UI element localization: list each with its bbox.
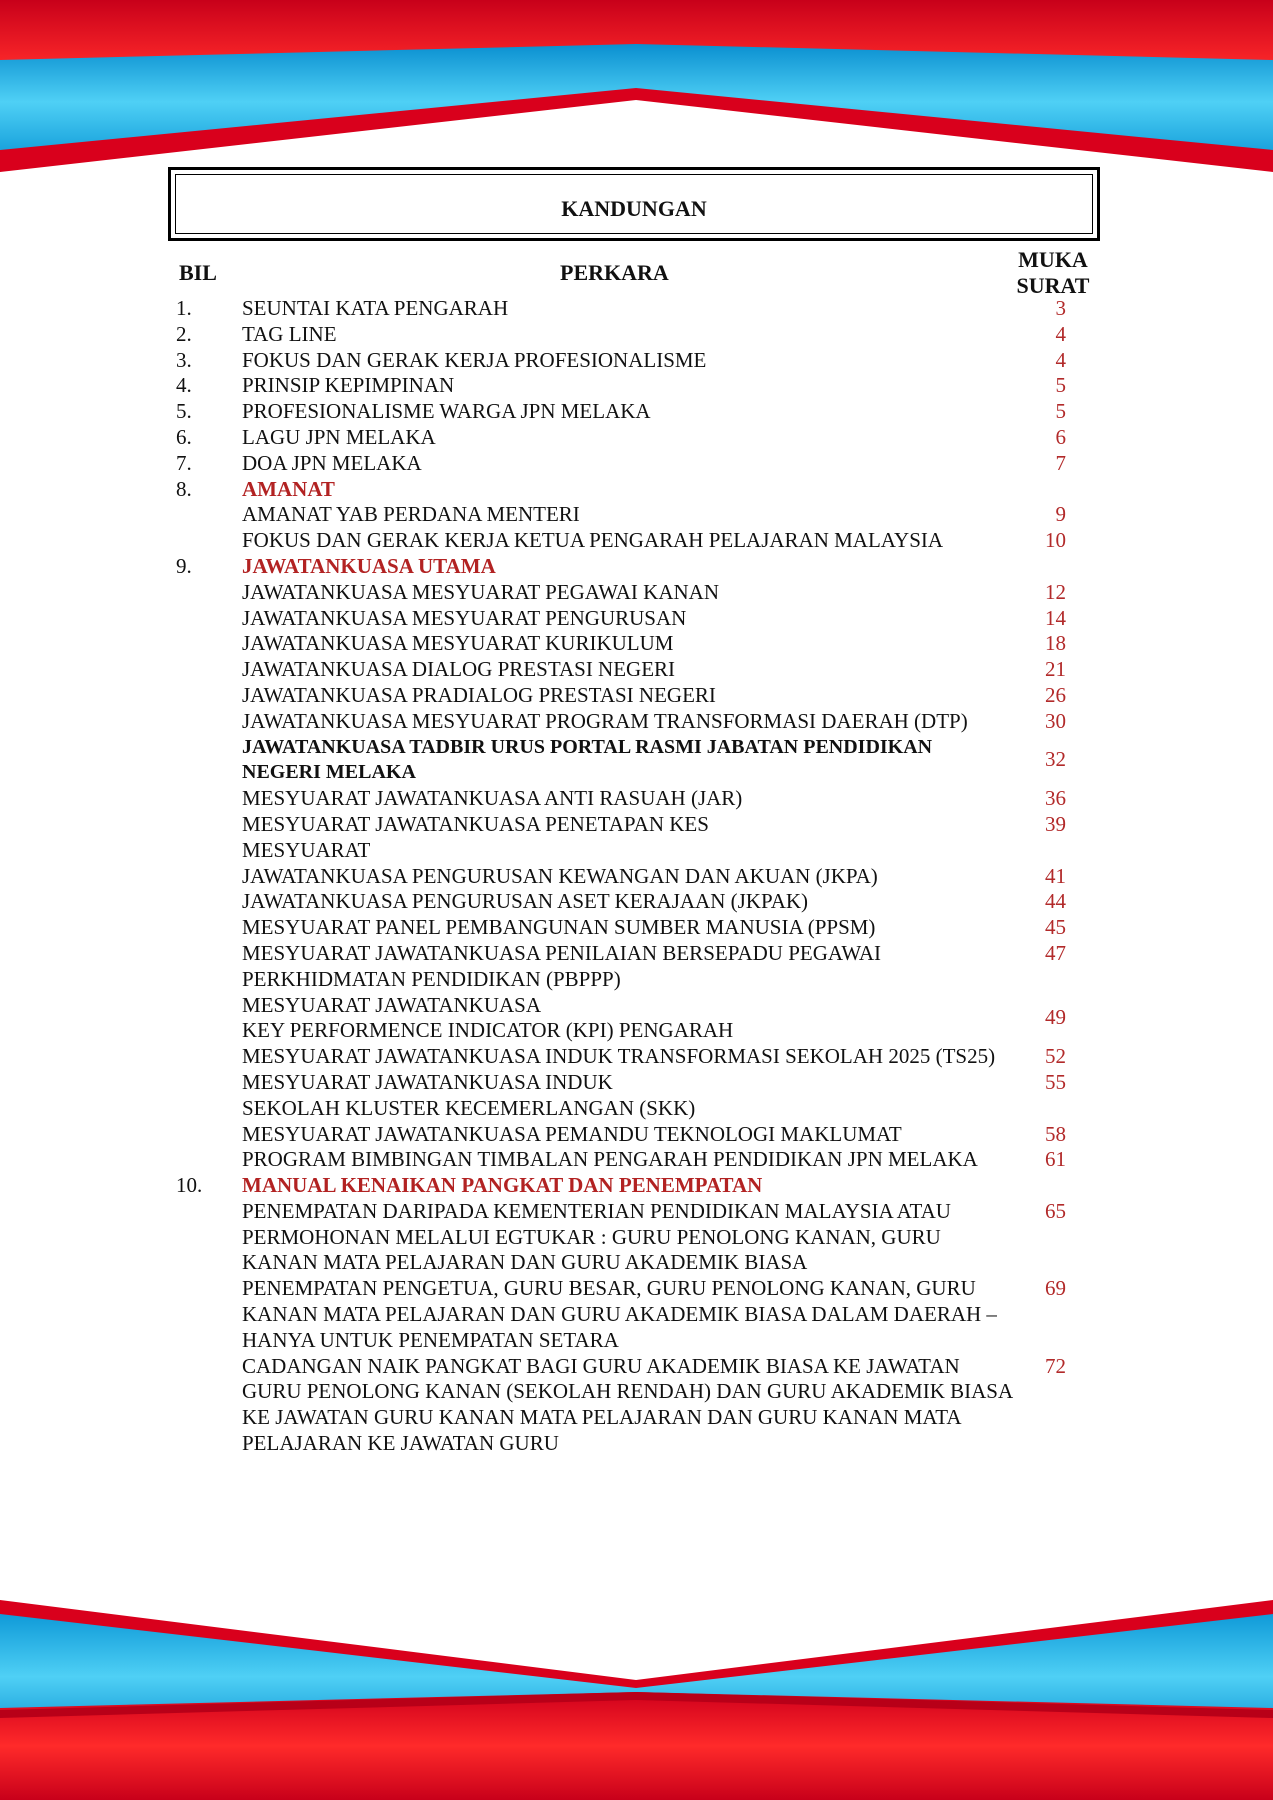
toc-title: JAWATANKUASA MESYUARAT PROGRAM TRANSFORMASI DAERAH (DTP): [242, 708, 968, 733]
toc-row: [176, 864, 1096, 890]
toc-page-number: 26: [1045, 682, 1066, 707]
toc-page-number: 5: [1055, 399, 1066, 424]
toc-title: MESYUARAT JAWATANKUASA INDUK SEKOLAH KLUSTER KECEMERLANGAN (SKK): [242, 1069, 696, 1120]
toc-row: [176, 1044, 1096, 1070]
toc-title: TAG LINE: [242, 321, 337, 346]
toc-page-number: 7: [1055, 450, 1066, 475]
toc-title: PRINSIP KEPIMPINAN: [242, 373, 455, 398]
toc-row: [176, 1354, 1096, 1457]
toc-title: PROFESIONALISME WARGA JPN MELAKA: [242, 399, 651, 424]
toc-row: [176, 451, 1096, 477]
toc-number: 7.: [176, 450, 192, 475]
toc-page-number: 36: [1045, 786, 1066, 811]
toc-section-row: [176, 554, 1096, 580]
toc-page-number: 69: [1045, 1276, 1066, 1301]
toc-page-number: 58: [1045, 1121, 1066, 1146]
toc-page-number: 6: [1055, 424, 1066, 449]
toc-page-number: 72: [1045, 1353, 1066, 1378]
toc-row: [176, 735, 1096, 787]
toc-row: [176, 941, 1096, 993]
toc-page-number: 55: [1045, 1069, 1066, 1094]
toc-title: MESYUARAT JAWATANKUASA KEY PERFORMENCE INDICATOR (KPI) PENGARAH: [242, 992, 734, 1043]
table-of-contents: [176, 296, 1096, 1457]
toc-title: MESYUARAT PANEL PEMBANGUNAN SUMBER MANUSIA (PPSM): [242, 915, 876, 940]
toc-row: [176, 528, 1096, 554]
toc-row: [176, 631, 1096, 657]
toc-page-number: 32: [1045, 746, 1066, 771]
toc-title: JAWATANKUASA TADBIR URUS PORTAL RASMI JABATAN PENDIDIKAN NEGERI MELAKA: [242, 735, 933, 784]
toc-page-number: 61: [1045, 1147, 1066, 1172]
toc-section-title: JAWATANKUASA UTAMA: [242, 553, 496, 578]
toc-row: [176, 373, 1096, 399]
toc-title: SEUNTAI KATA PENGARAH: [242, 296, 509, 320]
toc-title: CADANGAN NAIK PANGKAT BAGI GURU AKADEMIK BIASA KE JAWATAN GURU PENOLONG KANAN (SEKOLAH RENDAH) DAN GURU AKADEMIK BIASA KE JAWATAN GURU KANAN MATA PELAJARAN DAN GURU KANAN MATA PELAJARAN KE JAWATAN GURU: [242, 1353, 1012, 1456]
toc-row: [176, 786, 1096, 812]
toc-page-number: 10: [1045, 528, 1066, 553]
toc-title: FOKUS DAN GERAK KERJA PROFESIONALISME: [242, 347, 707, 372]
header-surat: SURAT: [1016, 273, 1090, 298]
toc-page-number: 47: [1045, 940, 1066, 965]
page-title: KANDUNGAN: [561, 196, 707, 221]
toc-section-row: [176, 477, 1096, 503]
toc-row: [176, 1122, 1096, 1148]
top-decorative-band: [0, 0, 1273, 180]
title-box: [168, 167, 1100, 241]
toc-row: [176, 348, 1096, 374]
toc-row: [176, 709, 1096, 735]
toc-title: MESYUARAT JAWATANKUASA INDUK TRANSFORMASI SEKOLAH 2025 (TS25): [242, 1044, 996, 1069]
toc-number: 1.: [176, 296, 192, 320]
toc-page-number: 18: [1045, 631, 1066, 656]
toc-row: [176, 993, 1096, 1045]
toc-title: AMANAT YAB PERDANA MENTERI: [242, 502, 580, 527]
toc-title: PENEMPATAN PENGETUA, GURU BESAR, GURU PENOLONG KANAN, GURU KANAN MATA PELAJARAN DAN GURU AKADEMIK BIASA DALAM DAERAH – HANYA UNTUK PENEMPATAN SETARA: [242, 1276, 997, 1352]
header-bil: BIL: [179, 260, 217, 285]
toc-title: JAWATANKUASA PRADIALOG PRESTASI NEGERI: [242, 682, 716, 707]
toc-page-number: 65: [1045, 1198, 1066, 1223]
toc-page-number: 52: [1045, 1044, 1066, 1069]
header-muka: MUKA: [1018, 247, 1088, 272]
bottom-decorative-band: [0, 1600, 1273, 1800]
toc-title: DOA JPN MELAKA: [242, 450, 422, 475]
toc-page-number: 45: [1045, 915, 1066, 940]
toc-row: [176, 399, 1096, 425]
toc-page-number: 41: [1045, 863, 1066, 888]
toc-page-number: 21: [1045, 657, 1066, 682]
toc-number: 10.: [176, 1173, 203, 1198]
toc-title: JAWATANKUASA PENGURUSAN KEWANGAN DAN AKUAN (JKPA): [242, 863, 878, 888]
header-muka-surat: [1013, 247, 1093, 299]
toc-section-row: [176, 1173, 1096, 1199]
toc-title: PROGRAM BIMBINGAN TIMBALAN PENGARAH PENDIDIKAN JPN MELAKA: [242, 1147, 978, 1172]
toc-row: [176, 683, 1096, 709]
toc-title: FOKUS DAN GERAK KERJA KETUA PENGARAH PELAJARAN MALAYSIA: [242, 528, 944, 553]
toc-row: [176, 580, 1096, 606]
toc-row: [176, 425, 1096, 451]
toc-page-number: 44: [1045, 889, 1066, 914]
toc-row: [176, 657, 1096, 683]
toc-title: PENEMPATAN DARIPADA KEMENTERIAN PENDIDIKAN MALAYSIA ATAU PERMOHONAN MELALUI EGTUKAR : GURU PENOLONG KANAN, GURU KANAN MATA PELAJARAN DAN GURU AKADEMIK BIASA: [242, 1198, 951, 1275]
toc-title: JAWATANKUASA PENGURUSAN ASET KERAJAAN (JKPAK): [242, 889, 809, 914]
toc-section-title: AMANAT: [242, 476, 335, 501]
toc-number: 3.: [176, 347, 192, 372]
toc-row: [176, 1147, 1096, 1173]
toc-row: [176, 812, 1096, 864]
toc-title: MESYUARAT JAWATANKUASA PEMANDU TEKNOLOGI MAKLUMAT: [242, 1121, 902, 1146]
toc-page-number: 5: [1055, 373, 1066, 398]
toc-number: 2.: [176, 321, 192, 346]
toc-section-title: MANUAL KENAIKAN PANGKAT DAN PENEMPATAN: [242, 1173, 763, 1198]
toc-title: JAWATANKUASA MESYUARAT PEGAWAI KANAN: [242, 579, 720, 604]
toc-title: JAWATANKUASA DIALOG PRESTASI NEGERI: [242, 657, 676, 682]
toc-number: 5.: [176, 399, 192, 424]
toc-row: [176, 915, 1096, 941]
toc-page-number: 12: [1045, 579, 1066, 604]
toc-title: LAGU JPN MELAKA: [242, 424, 436, 449]
toc-page-number: 39: [1045, 811, 1066, 836]
toc-page-number: 3: [1055, 296, 1066, 320]
toc-row: [176, 606, 1096, 632]
toc-row: [176, 502, 1096, 528]
toc-number: 6.: [176, 424, 192, 449]
toc-row: [176, 1199, 1096, 1276]
toc-row: [176, 322, 1096, 348]
header-perkara: PERKARA: [560, 260, 669, 285]
toc-title: JAWATANKUASA MESYUARAT PENGURUSAN: [242, 605, 687, 630]
toc-page-number: 4: [1055, 321, 1066, 346]
toc-title: JAWATANKUASA MESYUARAT KURIKULUM: [242, 631, 674, 656]
toc-page-number: 14: [1045, 605, 1066, 630]
toc-row: [176, 296, 1096, 322]
toc-page-number: 9: [1055, 502, 1066, 527]
toc-row: [176, 889, 1096, 915]
toc-title: MESYUARAT JAWATANKUASA ANTI RASUAH (JAR): [242, 786, 743, 811]
toc-row: [176, 1276, 1096, 1353]
toc-number: 8.: [176, 476, 192, 501]
toc-page-number: 49: [1045, 1004, 1066, 1029]
toc-number: 9.: [176, 553, 192, 578]
toc-page-number: 4: [1055, 347, 1066, 372]
toc-number: 4.: [176, 373, 192, 398]
toc-page-number: 30: [1045, 708, 1066, 733]
toc-title: MESYUARAT JAWATANKUASA PENILAIAN BERSEPADU PEGAWAI PERKHIDMATAN PENDIDIKAN (PBPPP): [242, 940, 882, 991]
toc-row: [176, 1070, 1096, 1122]
toc-title: MESYUARAT JAWATANKUASA PENETAPAN KES MESYUARAT: [242, 811, 709, 862]
